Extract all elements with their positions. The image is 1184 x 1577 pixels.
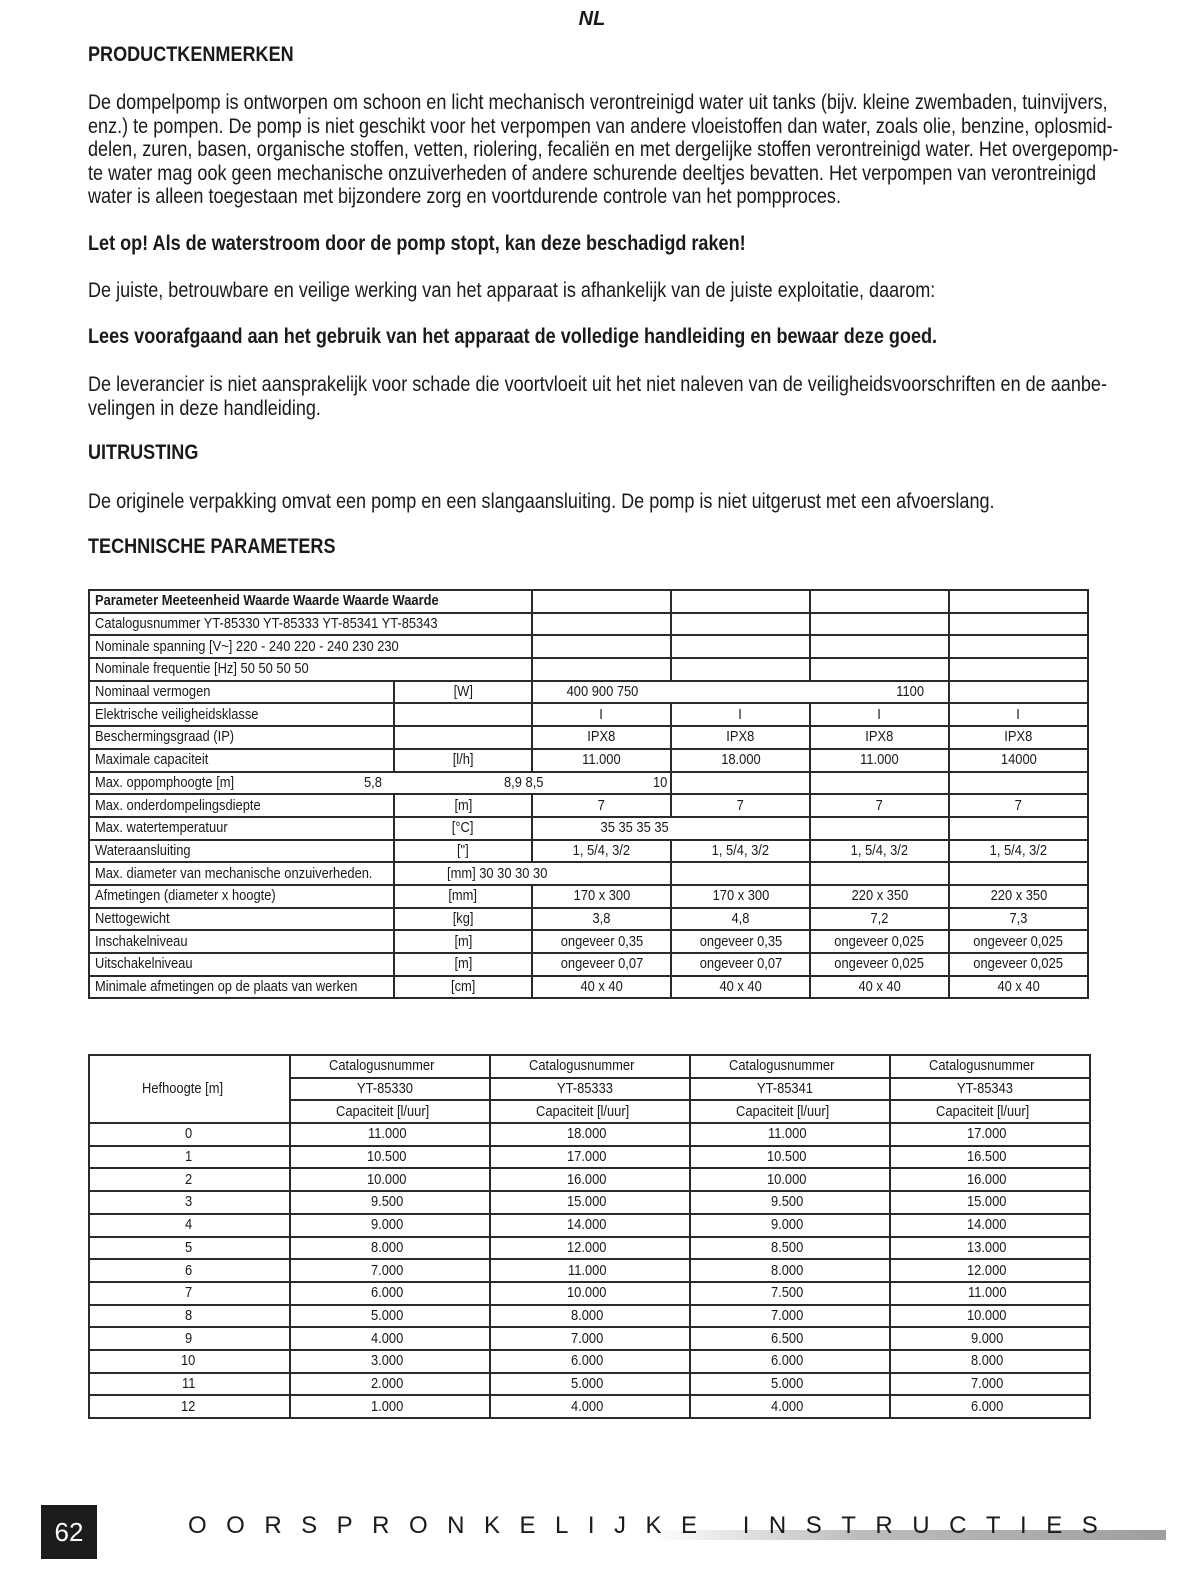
table-row: Wateraansluiting ["] 1, 5/4, 3/2 1, 5/4, 3/2 1, 5/4, 3/2 1, 5/4, 3/2 [89, 840, 1088, 863]
table-cell: Max. diameter van mechanische onzuiverheden. [89, 862, 394, 885]
table-cell: Max. watertemperatuur [89, 817, 394, 840]
table-header-cell: Capaciteit [l/uur] [490, 1100, 690, 1123]
table-header-cell: YT-85341 [690, 1078, 890, 1101]
heading-technische-parameters: TECHNISCHE PARAMETERS [88, 535, 336, 558]
table-cell: 12.000 [490, 1237, 690, 1260]
table-header-cell: YT-85330 [290, 1078, 490, 1101]
table-cell: 10.500 [290, 1146, 490, 1169]
table-row: Max. watertemperatuur [°C] 35 35 35 35 [89, 817, 1088, 840]
table-cell: 6.000 [490, 1350, 690, 1373]
liability-line: velingen in deze handleiding. [88, 396, 321, 420]
table-cell: 9.000 [690, 1214, 890, 1237]
table-row [89, 613, 1088, 636]
table-row [89, 590, 1088, 613]
table-cell: 9.000 [290, 1214, 490, 1237]
table-header-cell: Catalogusnummer [290, 1055, 490, 1078]
table-cell: Max. onderdompelingsdiepte [89, 794, 394, 817]
table-cell: 9.500 [690, 1191, 890, 1214]
table-cell: 5 [89, 1237, 290, 1260]
table-header-cell: Hefhoogte [m] [89, 1055, 290, 1123]
table-cell: 400 900 750 1100 [532, 681, 949, 704]
table-cell: 7.500 [690, 1282, 890, 1305]
table-header-cell: YT-85333 [490, 1078, 690, 1101]
table-cell: 13.000 [890, 1237, 1090, 1260]
table-row: Maximale capaciteit [l/h] 11.000 18.000 11.000 14000 [89, 749, 1088, 772]
table-cell: 1.000 [290, 1395, 490, 1418]
table-row: Elektrische veiligheidsklasse I I I I [89, 703, 1088, 726]
table-cell: 11.000 [690, 1123, 890, 1146]
intro-line: delen, zuren, basen, organische stoffen, vetten, riolering, fecaliën en met dergelijke stoffen verontreinigd water. Het overgepomp- [88, 138, 1119, 161]
table-cell: Max. oppomphoogte [m] 5,8 8,9 8,5 10 [89, 772, 671, 795]
table-cell: 5.000 [290, 1305, 490, 1328]
table-cell: [W] [394, 681, 532, 704]
table-cell: Uitschakelniveau [89, 953, 394, 976]
table-cell: 11 [89, 1373, 290, 1396]
table-cell: 4.000 [690, 1395, 890, 1418]
table-cell: 6.500 [690, 1327, 890, 1350]
table-cell: 18.000 [490, 1123, 690, 1146]
uitrusting-text: De originele verpakking omvat een pomp en een slangaansluiting. De pomp is niet uitgerust met een afvoerslang. [88, 490, 995, 513]
heading-productkenmerken: PRODUCTKENMERKEN [88, 43, 294, 66]
lift-height-capacity-table [88, 1054, 1091, 1419]
intro-line: water is alleen toegestaan met bijzondere zorg en voortdurende controle van het pompproces. [88, 185, 841, 208]
warning-text: Let op! Als de waterstroom door de pomp stopt, kan deze beschadigd raken! [88, 232, 746, 255]
table-row: Max. diameter van mechanische onzuiverheden. [mm] 30 30 30 30 [89, 862, 1088, 885]
table-row [89, 1237, 1090, 1260]
table-cell: 11.000 [890, 1282, 1090, 1305]
table-row: Beschermingsgraad (IP) IPX8 IPX8 IPX8 IPX8 [89, 726, 1088, 749]
table-cell: 12.000 [890, 1259, 1090, 1282]
table-cell: 8.000 [290, 1237, 490, 1260]
table-cell: Catalogusnummer YT-85330 YT-85333 YT-85341 YT-85343 [89, 613, 532, 636]
page-number: 62 [41, 1505, 97, 1559]
table-cell: 10.000 [690, 1168, 890, 1191]
table-row [89, 681, 1088, 704]
table-cell: 9.000 [890, 1327, 1090, 1350]
table-header-cell: Capaciteit [l/uur] [690, 1100, 890, 1123]
table-row [89, 772, 1088, 795]
table-row: Inschakelniveau [m] ongeveer 0,35 ongeveer 0,35 ongeveer 0,025 ongeveer 0,025 [89, 930, 1088, 953]
table-cell: 9.500 [290, 1191, 490, 1214]
table-cell: 14.000 [890, 1214, 1090, 1237]
table-cell: 9 [89, 1327, 290, 1350]
table-row: Uitschakelniveau [m] ongeveer 0,07 ongeveer 0,07 ongeveer 0,025 ongeveer 0,025 [89, 953, 1088, 976]
table-cell: 7.000 [290, 1259, 490, 1282]
table-cell: 8 [89, 1305, 290, 1328]
table-cell: 10.500 [690, 1146, 890, 1169]
table-cell: 4.000 [290, 1327, 490, 1350]
table-cell: 8.000 [490, 1305, 690, 1328]
table-row [89, 1305, 1090, 1328]
intro-line: te water mag ook geen mechanische onzuiverheden of andere schurende deeltjes bevatten. Het verpompen van verontreinigd [88, 161, 1096, 185]
table-cell: Nettogewicht [89, 908, 394, 931]
table-cell: 8.000 [690, 1259, 890, 1282]
table-cell: 12 [89, 1395, 290, 1418]
table-cell: Beschermingsgraad (IP) [89, 726, 394, 749]
table-cell: 0 [89, 1123, 290, 1146]
table-row [89, 635, 1088, 658]
table-cell: Maximale capaciteit [89, 749, 394, 772]
table-cell: 7.000 [490, 1327, 690, 1350]
table-cell: 6 [89, 1259, 290, 1282]
table-row [89, 1373, 1090, 1396]
table-cell: Afmetingen (diameter x hoogte) [89, 885, 394, 908]
table-cell: Minimale afmetingen op de plaats van werken [89, 976, 394, 999]
table-cell: 4.000 [490, 1395, 690, 1418]
table-cell: Elektrische veiligheidsklasse [89, 703, 394, 726]
table-cell: Nominaal vermogen [89, 681, 394, 704]
table-cell: 6.000 [690, 1350, 890, 1373]
table-cell: 7 [89, 1282, 290, 1305]
table-row [89, 1282, 1090, 1305]
table-row [89, 1123, 1090, 1146]
operation-text: De juiste, betrouwbare en veilige werking van het apparaat is afhankelijk van de juiste exploitatie, daarom: [88, 279, 936, 302]
table-header-cell: Catalogusnummer [890, 1055, 1090, 1078]
table-row [89, 1168, 1090, 1191]
table-cell: 10.000 [290, 1168, 490, 1191]
table-cell: 8.000 [890, 1350, 1090, 1373]
table-cell: 3.000 [290, 1350, 490, 1373]
language-marker: NL [578, 8, 606, 30]
table-header-cell: Catalogusnummer [490, 1055, 690, 1078]
table-row [89, 1395, 1090, 1418]
table-cell: Wateraansluiting [89, 840, 394, 863]
table-row [89, 1146, 1090, 1169]
table-cell: 2.000 [290, 1373, 490, 1396]
table-cell: 15.000 [490, 1191, 690, 1214]
table-cell: 16.000 [890, 1168, 1090, 1191]
table-cell: 5.000 [490, 1373, 690, 1396]
table-cell: 6.000 [290, 1282, 490, 1305]
table-row [89, 1055, 1090, 1078]
table-header-cell: Catalogusnummer [690, 1055, 890, 1078]
table-cell: 17.000 [490, 1146, 690, 1169]
table-cell: Nominale frequentie [Hz] 50 50 50 50 [89, 658, 532, 681]
table-header-cell: Parameter Meeteenheid Waarde Waarde Waarde Waarde [89, 590, 532, 613]
table-row: Afmetingen (diameter x hoogte) [mm] 170 x 300 170 x 300 220 x 350 220 x 350 [89, 885, 1088, 908]
technical-parameters-table [88, 589, 1089, 999]
table-cell: 10.000 [890, 1305, 1090, 1328]
table-cell: Nominale spanning [V~] 220 - 240 220 - 240 230 230 [89, 635, 532, 658]
table-row: Nettogewicht [kg] 3,8 4,8 7,2 7,3 [89, 908, 1088, 931]
liability-line: De leverancier is niet aansprakelijk voor schade die voortvloeit uit het niet naleven van de veiligheidsvoorschriften en de aanbe- [88, 373, 1107, 396]
liability-paragraph [88, 373, 1184, 420]
table-cell: 11.000 [290, 1123, 490, 1146]
table-cell: Inschakelniveau [89, 930, 394, 953]
table-cell: 14.000 [490, 1214, 690, 1237]
table-cell: 1 [89, 1146, 290, 1169]
table-cell: 5.000 [690, 1373, 890, 1396]
table-cell: 3 [89, 1191, 290, 1214]
table-cell: 6.000 [890, 1395, 1090, 1418]
intro-paragraph [88, 91, 1184, 209]
table-cell: 10.000 [490, 1282, 690, 1305]
heading-uitrusting: UITRUSTING [88, 441, 199, 464]
table-row [89, 1259, 1090, 1282]
table-cell: 2 [89, 1168, 290, 1191]
table-header-cell: YT-85343 [890, 1078, 1090, 1101]
table-row [89, 658, 1088, 681]
table-row: Minimale afmetingen op de plaats van werken [cm] 40 x 40 40 x 40 40 x 40 40 x 40 [89, 976, 1088, 999]
intro-line: De dompelpomp is ontworpen om schoon en licht mechanisch verontreinigd water uit tanks (bijv. kleine zwembaden, tuinvijvers, [88, 91, 1108, 114]
table-cell: 4 [89, 1214, 290, 1237]
intro-line: enz.) te pompen. De pomp is niet geschikt voor het verpompen van andere vloeistoffen dan water, zoals olie, benzine, oplosmid- [88, 114, 1113, 138]
table-cell: 7.000 [690, 1305, 890, 1328]
footer-text: OORSPRONKELIJKE INSTRUCTIES [188, 1512, 1118, 1539]
table-cell: 15.000 [890, 1191, 1090, 1214]
table-header-cell: Capaciteit [l/uur] [890, 1100, 1090, 1123]
table-row [89, 1350, 1090, 1373]
table-cell: 7.000 [890, 1373, 1090, 1396]
table-cell: 16.500 [890, 1146, 1090, 1169]
table-header-cell: Capaciteit [l/uur] [290, 1100, 490, 1123]
table-cell: 17.000 [890, 1123, 1090, 1146]
table-row: Max. onderdompelingsdiepte [m] 7 7 7 7 [89, 794, 1088, 817]
table-row [89, 1191, 1090, 1214]
table-row [89, 1214, 1090, 1237]
table-cell: 8.500 [690, 1237, 890, 1260]
table-cell: 10 [89, 1350, 290, 1373]
table-cell: 16.000 [490, 1168, 690, 1191]
table-cell: 11.000 [490, 1259, 690, 1282]
table-row [89, 1327, 1090, 1350]
read-manual-text: Lees voorafgaand aan het gebruik van het apparaat de volledige handleiding en bewaar deze goed. [88, 325, 938, 348]
